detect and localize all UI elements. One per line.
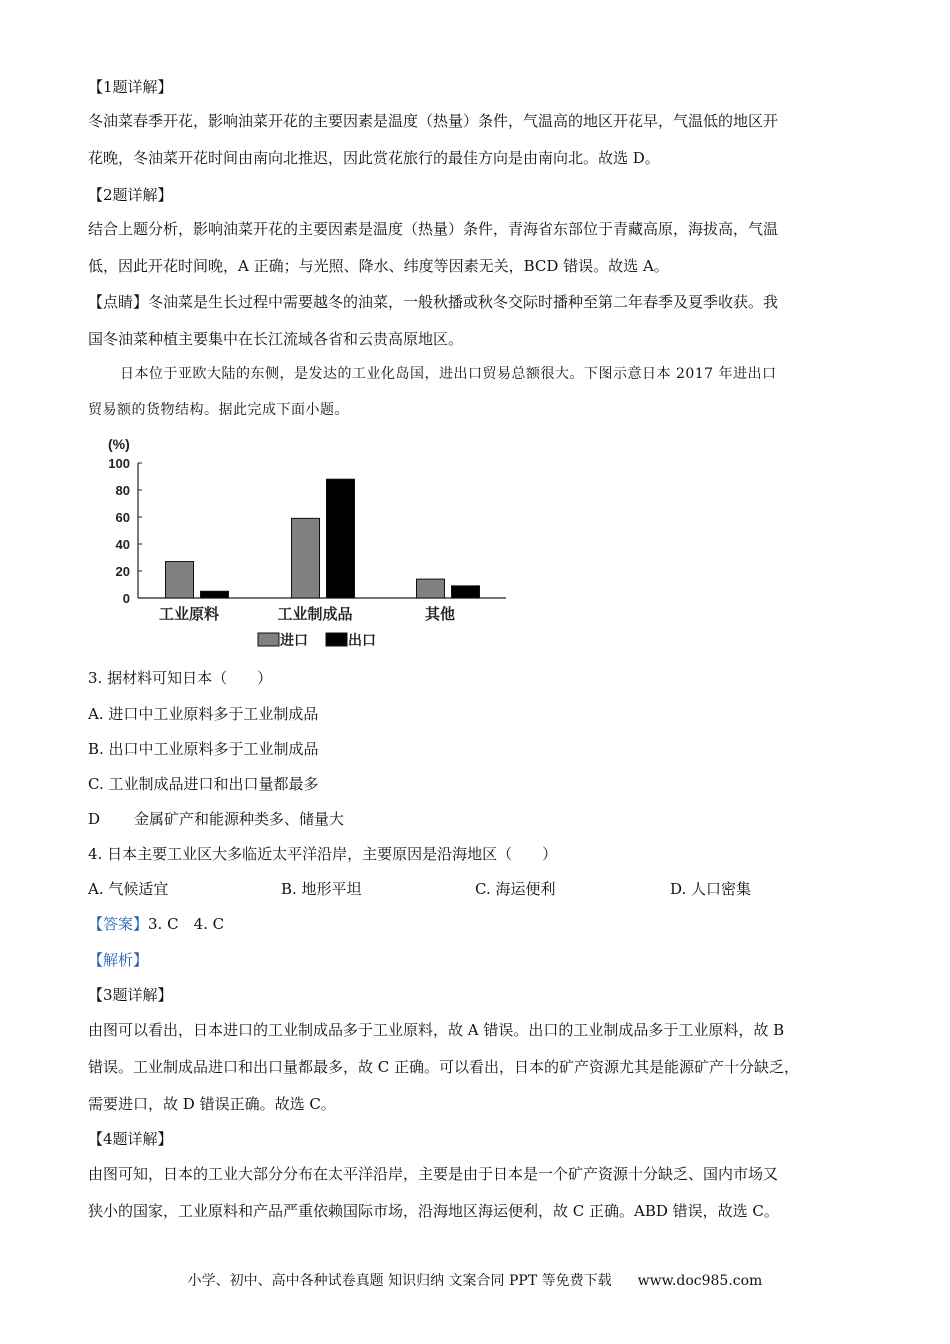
- y-tick-label: 80: [115, 483, 130, 498]
- footer-site: www.doc985.com: [637, 1273, 763, 1289]
- question-4-option-d: D. 人口密集: [670, 880, 752, 898]
- section-1-line: 花晚，冬油菜开花时间由南向北推迟，因此赏花旅行的最佳方向是由南向北。故选 D。: [88, 149, 660, 167]
- question-3-stem: 3. 据材料可知日本（ ）: [88, 669, 273, 687]
- page-footer: [0, 1270, 950, 1290]
- question-3-option-b: B. 出口中工业原料多于工业制成品: [88, 740, 319, 758]
- question-4-option-a: A. 气候适宜: [88, 880, 169, 898]
- y-tick-label: 60: [115, 510, 130, 525]
- material-line: 日本位于亚欧大陆的东侧，是发达的工业化岛国，进出口贸易总额很大。下图示意日本 2017 年进出口: [120, 366, 777, 382]
- question-3-option-d: [88, 809, 868, 829]
- section-4-header: 【4题详解】: [88, 1130, 173, 1148]
- answer-text: 3. C 4. C: [148, 915, 225, 933]
- footer-text: 小学、初中、高中各种试卷真题 知识归纳 文案合同 PPT 等免费下载: [187, 1273, 612, 1289]
- question-3-option-a: A. 进口中工业原料多于工业制成品: [88, 705, 319, 723]
- answer-line: [88, 914, 870, 934]
- bar-export: [327, 479, 355, 598]
- y-tick-label: 40: [115, 537, 130, 552]
- question-3-option-c: C. 工业制成品进口和出口量都最多: [88, 775, 319, 793]
- y-axis-label: (%): [108, 436, 130, 452]
- question-4-options: [88, 879, 868, 899]
- section-3-header: 【3题详解】: [88, 986, 173, 1004]
- x-tick-label: 工业原料: [158, 606, 220, 623]
- section-3-line: 错误。工业制成品进口和出口量都最多，故 C 正确。可以看出，日本的矿产资源尤其是能源矿产十分缺乏，: [88, 1058, 800, 1076]
- section-2-header: 【2题详解】: [88, 186, 173, 204]
- bar-import: [417, 579, 445, 598]
- bar-export: [201, 591, 229, 598]
- section-3-line: 需要进口，故 D 错误正确。故选 C。: [88, 1095, 336, 1113]
- question-4-stem: 4. 日本主要工业区大多临近太平洋沿岸，主要原因是沿海地区（ ）: [88, 845, 558, 863]
- tip-line: 【点睛】冬油菜是生长过程中需要越冬的油菜，一般秋播或秋冬交际时播种至第二年春季及夏季收获。我: [88, 293, 779, 311]
- bar-import: [292, 518, 320, 598]
- legend-label: 出口: [348, 632, 376, 648]
- question-4-option-b: B. 地形平坦: [281, 880, 362, 898]
- analysis-label: 【解析】: [88, 951, 149, 969]
- legend-label: 进口: [280, 632, 308, 648]
- tip-line: 国冬油菜种植主要集中在长江流域各省和云贵高原地区。: [88, 330, 464, 348]
- section-3-line: 由图可以看出，日本进口的工业制成品多于工业原料，故 A 错误。出口的工业制成品多于工业原料，故 B: [88, 1021, 785, 1039]
- answer-label: 【答案】: [88, 915, 149, 933]
- section-2-line: 低，因此开花时间晚，A 正确；与光照、降水、纬度等因素无关，BCD 错误。故选 A。: [88, 257, 669, 275]
- import-export-bar-chart: [100, 430, 520, 652]
- x-tick-label: 其他: [424, 606, 456, 623]
- legend-swatch: [326, 633, 347, 646]
- option-d-text: 金属矿产和能源种类多、储量大: [134, 810, 345, 828]
- option-d-label: D: [88, 810, 101, 828]
- bar-export: [452, 586, 480, 598]
- section-4-line: 由图可知，日本的工业大部分分布在太平洋沿岸，主要是由于日本是一个矿产资源十分缺乏、国内市场又: [88, 1165, 779, 1183]
- material-line: 贸易额的货物结构。据此完成下面小题。: [88, 402, 349, 418]
- section-2-line: 结合上题分析，影响油菜开花的主要因素是温度（热量）条件，青海省东部位于青藏高原，海拔高，气温: [88, 220, 779, 238]
- question-4-option-c: C. 海运便利: [475, 880, 556, 898]
- y-tick-label: 0: [122, 591, 130, 606]
- section-1-line: 冬油菜春季开花，影响油菜开花的主要因素是温度（热量）条件，气温高的地区开花早，气温低的地区开: [88, 112, 779, 130]
- y-tick-label: 100: [108, 456, 130, 471]
- legend-swatch: [258, 633, 279, 646]
- section-1-header: 【1题详解】: [88, 78, 173, 96]
- bar-import: [166, 562, 194, 598]
- section-4-line: 狭小的国家，工业原料和产品严重依赖国际市场，沿海地区海运便利，故 C 正确。ABD 错误，故选 C。: [88, 1202, 779, 1220]
- y-tick-label: 20: [115, 564, 130, 579]
- x-tick-label: 工业制成品: [277, 606, 353, 623]
